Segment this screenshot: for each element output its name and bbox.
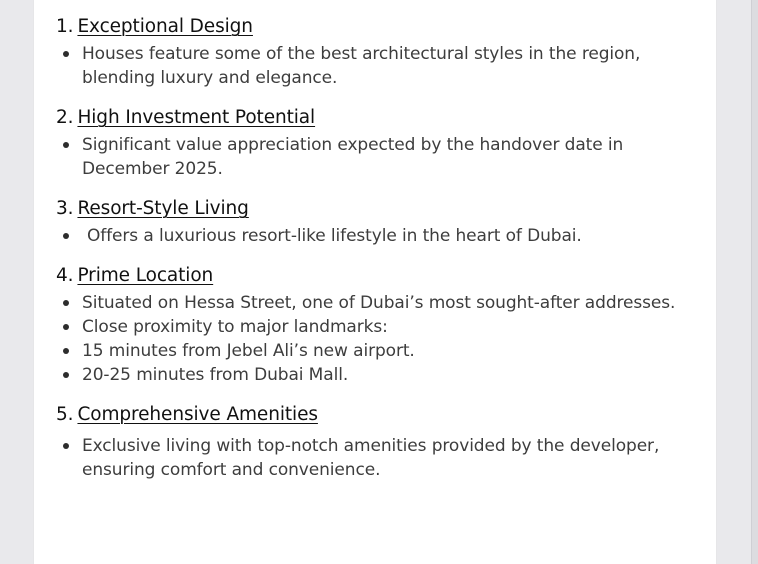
section-comprehensive-amenities <box>56 402 706 482</box>
document-content <box>56 14 706 497</box>
bullet-dot-icon <box>63 300 69 306</box>
bullet-dot-icon <box>63 348 69 354</box>
section-title: Prime Location <box>77 265 214 286</box>
bullet-text: 20-25 minutes from Dubai Mall. <box>82 365 349 385</box>
section-resort-style-living <box>56 196 706 248</box>
section-title: Exceptional Design <box>77 16 253 37</box>
document-page <box>34 0 716 564</box>
bullet-item <box>56 339 706 363</box>
bullet-dot-icon <box>63 443 69 449</box>
bullet-item <box>56 315 706 339</box>
bullet-list <box>56 42 706 90</box>
bullet-text: Close proximity to major landmarks: <box>82 317 388 337</box>
section-title: Resort-Style Living <box>77 198 249 219</box>
section-title: High Investment Potential <box>77 107 316 128</box>
bullet-dot-icon <box>63 51 69 57</box>
bullet-text: Situated on Hessa Street, one of Dubai’s most sought-after addresses. <box>82 293 676 313</box>
section-title: Comprehensive Amenities <box>77 404 318 425</box>
bullet-list <box>56 291 706 387</box>
section-heading <box>56 105 706 131</box>
bullet-item <box>56 363 706 387</box>
bullet-list <box>56 133 706 181</box>
bullet-dot-icon <box>63 233 69 239</box>
bullet-text: Exclusive living with top-notch amenities provided by the developer, ensuring comfort and convenience. <box>82 436 660 480</box>
bullet-text: Houses feature some of the best architectural styles in the region, blending luxury and elegance. <box>82 44 641 88</box>
section-high-investment-potential <box>56 105 706 181</box>
section-number: 5. <box>56 404 74 425</box>
section-number: 2. <box>56 107 74 128</box>
bullet-item <box>56 291 706 315</box>
section-heading <box>56 14 706 40</box>
bullet-list <box>56 224 706 248</box>
section-exceptional-design <box>56 14 706 90</box>
bullet-text: Offers a luxurious resort-like lifestyle in the heart of Dubai. <box>87 226 582 246</box>
bullet-text: Significant value appreciation expected by the handover date in December 2025. <box>82 135 624 179</box>
section-heading <box>56 263 706 289</box>
bullet-item <box>56 224 706 248</box>
section-number: 3. <box>56 198 74 219</box>
section-number: 4. <box>56 265 74 286</box>
section-heading <box>56 402 706 428</box>
bullet-list <box>56 434 706 482</box>
bullet-item <box>56 42 706 90</box>
section-prime-location <box>56 263 706 387</box>
bullet-dot-icon <box>63 324 69 330</box>
bullet-dot-icon <box>63 142 69 148</box>
section-number: 1. <box>56 16 74 37</box>
bullet-item <box>56 133 706 181</box>
bullet-text: 15 minutes from Jebel Ali’s new airport. <box>82 341 415 361</box>
bullet-item <box>56 434 706 482</box>
scrollbar-track[interactable] <box>751 0 758 564</box>
bullet-dot-icon <box>63 372 69 378</box>
section-heading <box>56 196 706 222</box>
